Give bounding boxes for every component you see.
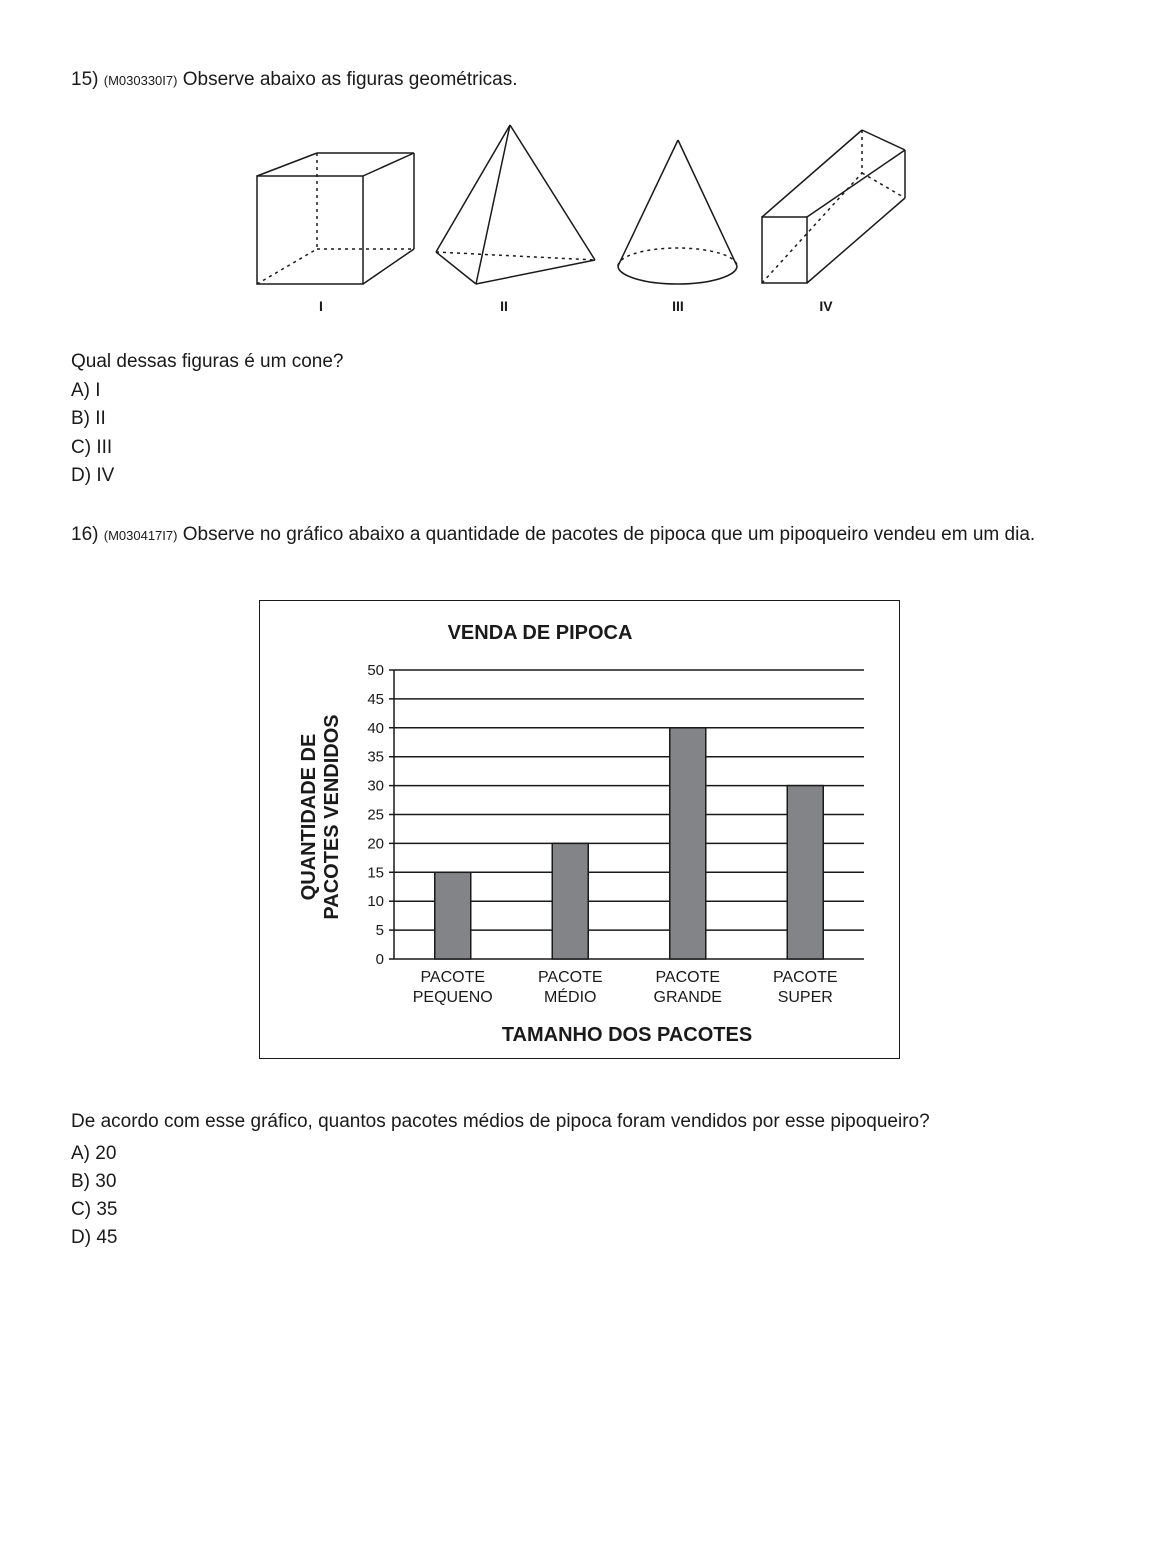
category-label-1-line-1: PACOTE [420, 969, 486, 986]
q16-question: De acordo com esse gráfico, quantos pacotes médios de pipoca foram vendidos por esse pipoqueiro? [71, 1111, 930, 1132]
q16-code: (M030417I7) [103, 528, 178, 543]
figure-label-ii: II [500, 298, 508, 314]
category-label-3-line-2: GRANDE [653, 989, 722, 1006]
pyramid-figure [436, 125, 595, 284]
chart-title: VENDA DE PIPOCA [447, 622, 633, 644]
figure-label-iv: IV [819, 298, 833, 314]
y-tick-label-20: 20 [367, 835, 384, 853]
q15-number: 15) [71, 69, 99, 90]
category-label-2-line-1: PACOTE [537, 969, 603, 986]
bar-4 [787, 786, 823, 959]
category-label-1-line-2: PEQUENO [412, 989, 493, 1006]
cone-figure [618, 140, 737, 284]
y-tick-label-45: 45 [367, 690, 384, 708]
q16-option-b: B) 30 [71, 1171, 117, 1192]
y-tick-label-25: 25 [367, 806, 384, 824]
category-label-4-line-1: PACOTE [772, 969, 838, 986]
bar-3 [670, 728, 706, 959]
chart-x-axis-label: TAMANHO DOS PACOTES [501, 1024, 753, 1046]
q16-option-d: D) 45 [71, 1227, 118, 1248]
y-tick-label-30: 30 [367, 777, 384, 795]
q15-question: Qual dessas figuras é um cone? [71, 351, 344, 372]
y-tick-label-5: 5 [375, 922, 384, 940]
q15-prompt: Observe abaixo as figuras geométricas. [182, 69, 518, 90]
y-tick-label-40: 40 [367, 719, 384, 737]
y-tick-label-10: 10 [367, 893, 384, 911]
category-label-3-line-1: PACOTE [655, 969, 721, 986]
figure-label-iii: III [672, 298, 684, 314]
y-axis-label-line-1: QUANTIDADE DE [298, 733, 320, 901]
chart-frame [259, 600, 900, 1059]
y-tick-label-35: 35 [367, 748, 384, 766]
q16-header [71, 523, 1093, 548]
bar-2 [552, 843, 588, 959]
q16-option-c: C) 35 [71, 1199, 118, 1220]
q16-number: 16) [71, 524, 99, 545]
y-tick-label-15: 15 [367, 864, 384, 882]
y-axis-label-line-2: PACOTES VENDIDOS [321, 714, 343, 920]
chart-y-axis-label [298, 714, 343, 919]
q15-code: (M030330I7) [103, 73, 178, 88]
figure-label-i: I [319, 298, 323, 314]
category-label-4-line-2: SUPER [777, 989, 833, 1006]
category-label-2-line-2: MÉDIO [544, 989, 597, 1006]
bar-chart [260, 601, 901, 1060]
q15-header [71, 68, 518, 93]
y-tick-label-0: 0 [375, 951, 384, 968]
y-tick-label-50: 50 [367, 662, 384, 679]
geometric-figures [250, 118, 920, 318]
q15-option-b: B) II [71, 408, 106, 429]
bar-1 [435, 872, 471, 959]
q16-prompt: Observe no gráfico abaixo a quantidade de pacotes de pipoca que um pipoqueiro vendeu em um dia. [182, 524, 1036, 545]
q15-option-d: D) IV [71, 465, 115, 486]
cube-figure [257, 153, 414, 284]
q15-option-a: A) I [71, 380, 101, 401]
prism-figure [762, 130, 905, 283]
q15-option-c: C) III [71, 437, 113, 458]
q16-option-a: A) 20 [71, 1143, 117, 1164]
